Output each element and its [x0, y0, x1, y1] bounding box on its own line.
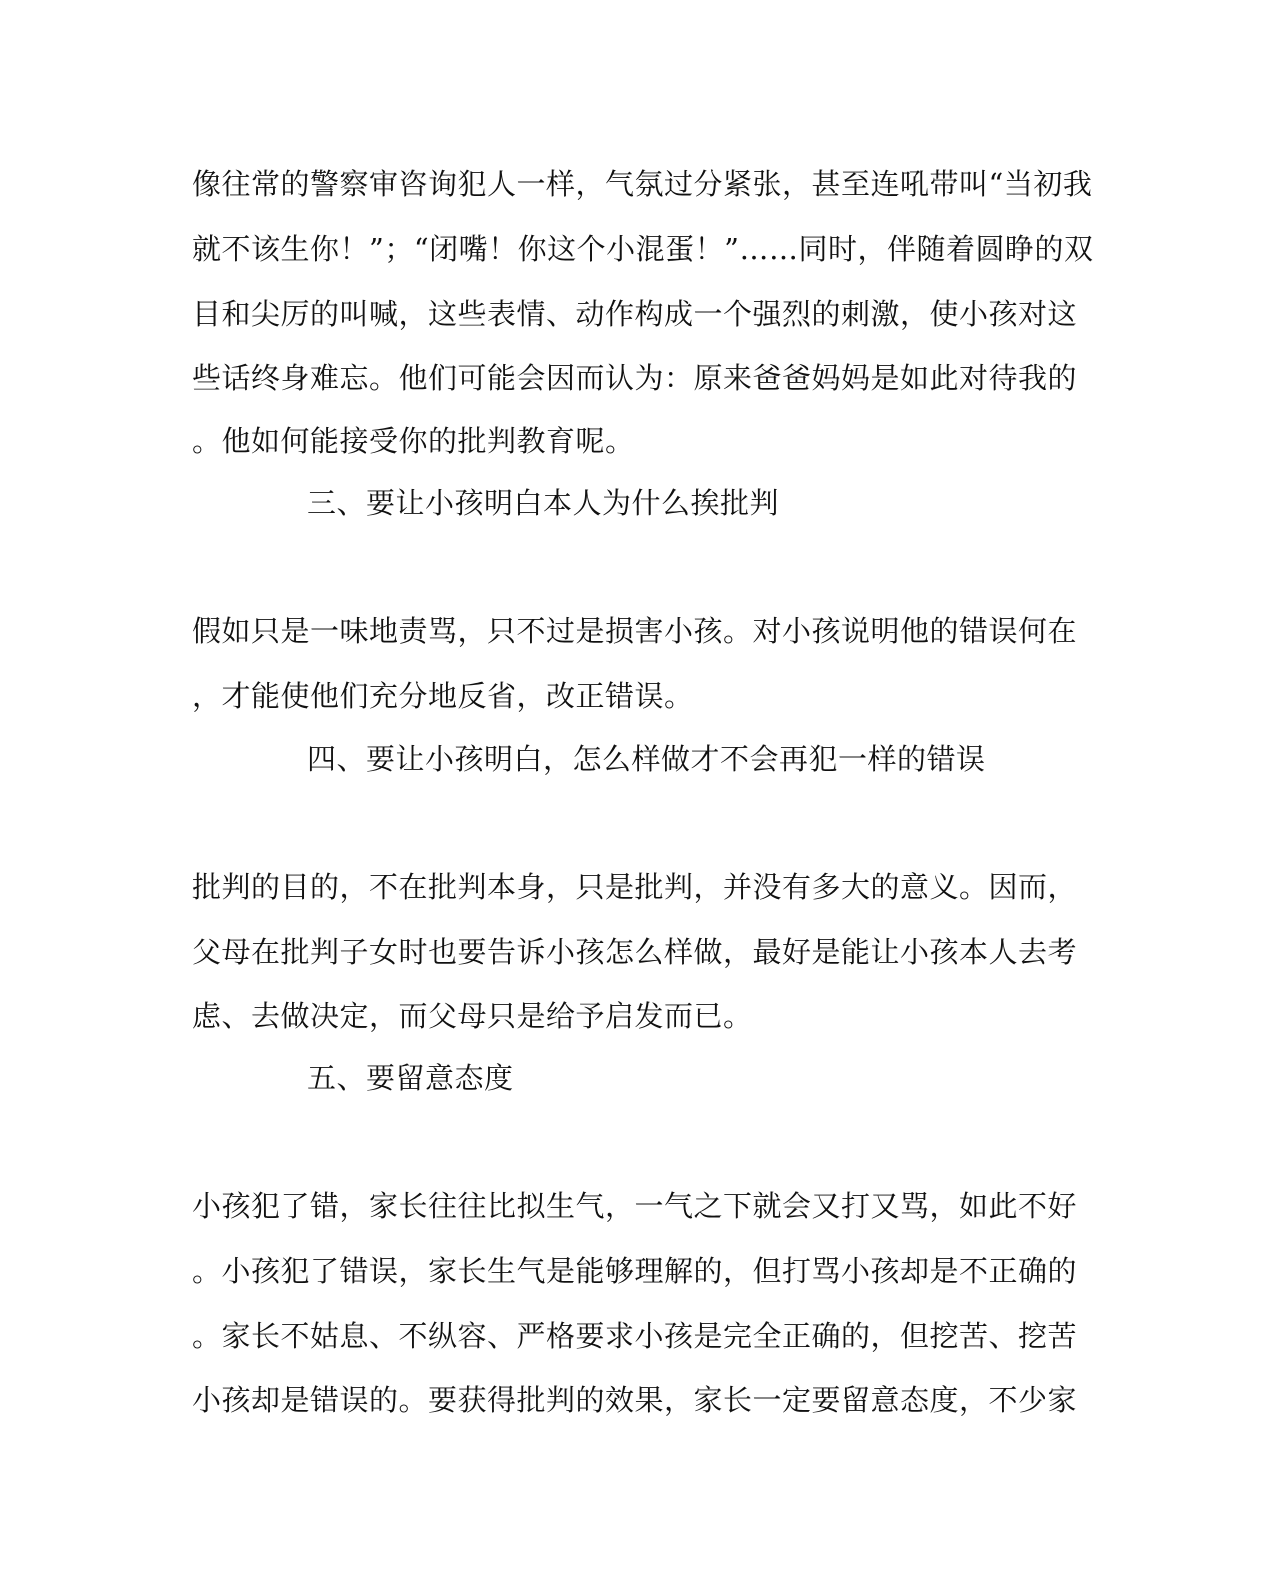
paragraph-line: 目和尖厉的叫喊，这些表情、动作构成一个强烈的刺激，使小孩对这 [192, 297, 1078, 331]
paragraph-line: ，才能使他们充分地反省，改正错误。 [192, 679, 694, 713]
section-heading: 五、要留意态度 [307, 1061, 514, 1095]
paragraph-line: 批判的目的，不在批判本身，只是批判，并没有多大的意义。因而， [192, 870, 1078, 904]
paragraph-line: 。家长不姑息、不纵容、严格要求小孩是完全正确的，但挖苦、挖苦 [192, 1319, 1078, 1353]
section-heading: 四、要让小孩明白，怎么样做才不会再犯一样的错误 [307, 742, 986, 776]
paragraph-line: 父母在批判子女时也要告诉小孩怎么样做，最好是能让小孩本人去考 [192, 935, 1078, 969]
paragraph-line: 就不该生你！”；“闭嘴！你这个小混蛋！”……同时，伴随着圆睁的双 [192, 232, 1094, 266]
paragraph-line: 些话终身难忘。他们可能会因而认为：原来爸爸妈妈是如此对待我的 [192, 361, 1078, 395]
paragraph-line: 假如只是一味地责骂，只不过是损害小孩。对小孩说明他的错误何在 [192, 614, 1078, 648]
paragraph-line: 像往常的警察审咨询犯人一样，气氛过分紧张，甚至连吼带叫“当初我 [192, 167, 1093, 201]
paragraph-line: 虑、去做决定，而父母只是给予启发而已。 [192, 999, 753, 1033]
paragraph-line: 。小孩犯了错误，家长生气是能够理解的，但打骂小孩却是不正确的 [192, 1254, 1078, 1288]
paragraph-line: 小孩犯了错，家长往往比拟生气，一气之下就会又打又骂，如此不好 [192, 1189, 1078, 1223]
paragraph-line: 小孩却是错误的。要获得批判的效果，家长一定要留意态度，不少家 [192, 1383, 1078, 1417]
paragraph-line: 。他如何能接受你的批判教育呢。 [192, 424, 635, 458]
section-heading: 三、要让小孩明白本人为什么挨批判 [307, 486, 780, 520]
